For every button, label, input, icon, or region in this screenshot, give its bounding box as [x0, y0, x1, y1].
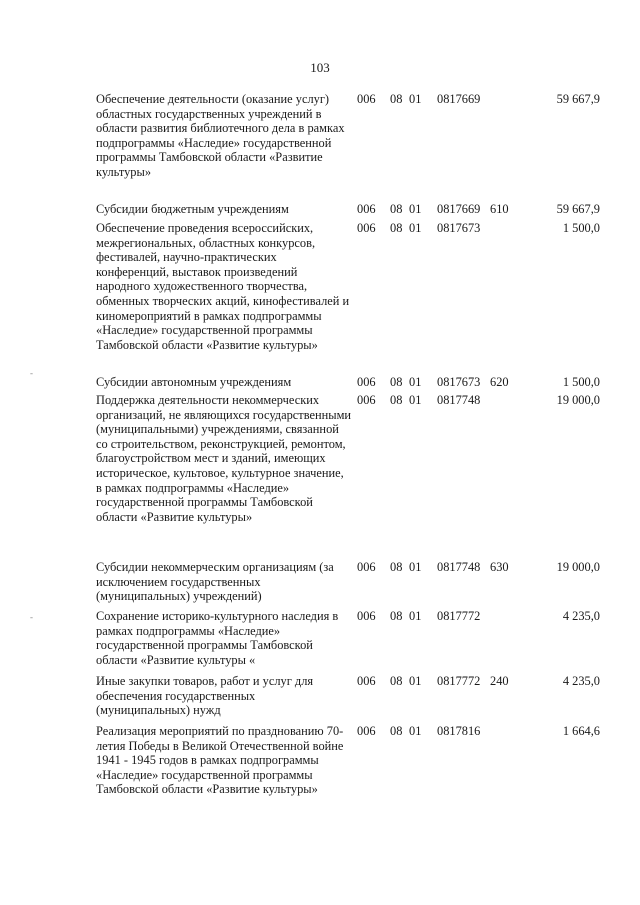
row-name: Реализация мероприятий по празднованию 70-летия Победы в Великой Отечественной войне 1941 - 1945 годов в рамках подпрограммы «Наследие» государственной программы Тамбовской области «Развитие культуры»	[96, 724, 344, 797]
row-pr: 01	[409, 221, 422, 235]
table-row	[0, 560, 640, 609]
row-name: Обеспечение проведения всероссийских, межрегиональных, областных конкурсов, фестивалей, научно-практических конференций, выставок произведений народного художественного творчества, обменных творческих акций, кинофестивалей и киномероприятий в рамках подпрограммы «Наследие» государственной программы Тамбовской области «Развитие культуры»	[96, 221, 350, 352]
table-row	[0, 92, 640, 202]
row-sum: 19 000,0	[556, 393, 600, 407]
row-rz: 08	[390, 202, 403, 216]
row-vr: 630	[490, 560, 509, 574]
row-rz: 08	[390, 221, 403, 235]
table-row	[0, 724, 640, 824]
table-row	[0, 375, 640, 393]
row-csr: 0817673	[437, 375, 481, 389]
row-sum: 4 235,0	[562, 674, 600, 688]
row-ved: 006	[357, 609, 376, 623]
row-csr: 0817772	[437, 674, 481, 688]
row-pr: 01	[409, 609, 422, 623]
row-pr: 01	[409, 92, 422, 106]
row-ved: 006	[357, 724, 376, 738]
row-sum: 1 500,0	[562, 375, 600, 389]
table-row	[0, 393, 640, 560]
row-ved: 006	[357, 375, 376, 389]
row-name: Иные закупки товаров, работ и услуг для обеспечения государственных (муниципальных) нужд	[96, 674, 314, 718]
row-vr: 620	[490, 375, 509, 389]
row-pr: 01	[409, 674, 422, 688]
row-pr: 01	[409, 560, 422, 574]
row-csr: 0817772	[437, 609, 481, 623]
table-row	[0, 202, 640, 221]
row-name: Сохранение историко-культурного наследия в рамках подпрограммы «Наследие» государственной программы Тамбовской области «Развитие культуры «	[96, 609, 339, 667]
row-pr: 01	[409, 393, 422, 407]
row-name: Субсидии автономным учреждениям	[96, 375, 292, 389]
row-csr: 0817669	[437, 202, 481, 216]
row-ved: 006	[357, 674, 376, 688]
row-ved: 006	[357, 393, 376, 407]
margin-dot: -	[30, 368, 33, 378]
row-sum: 1 500,0	[562, 221, 600, 235]
margin-dot: -	[30, 612, 33, 622]
row-pr: 01	[409, 202, 422, 216]
row-csr: 0817673	[437, 221, 481, 235]
row-sum: 59 667,9	[556, 202, 600, 216]
budget-table	[0, 92, 640, 824]
row-csr: 0817669	[437, 92, 481, 106]
row-rz: 08	[390, 609, 403, 623]
row-sum: 19 000,0	[556, 560, 600, 574]
row-csr: 0817748	[437, 560, 481, 574]
row-sum: 4 235,0	[562, 609, 600, 623]
row-pr: 01	[409, 375, 422, 389]
row-rz: 08	[390, 674, 403, 688]
row-rz: 08	[390, 375, 403, 389]
row-pr: 01	[409, 724, 422, 738]
row-sum: 59 667,9	[556, 92, 600, 106]
row-rz: 08	[390, 724, 403, 738]
table-row	[0, 609, 640, 674]
row-rz: 08	[390, 393, 403, 407]
row-name: Субсидии бюджетным учреждениям	[96, 202, 289, 216]
row-sum: 1 664,6	[562, 724, 600, 738]
row-vr: 240	[490, 674, 509, 688]
row-vr: 610	[490, 202, 509, 216]
row-name: Обеспечение деятельности (оказание услуг) областных государственных учреждений в области развития библиотечного дела в рамках подпрограммы «Наследие» государственной программы Тамбовской области «Развитие культуры»	[96, 92, 345, 179]
row-rz: 08	[390, 560, 403, 574]
page-number: 103	[310, 60, 330, 75]
row-rz: 08	[390, 92, 403, 106]
row-ved: 006	[357, 560, 376, 574]
table-row	[0, 674, 640, 724]
row-csr: 0817748	[437, 393, 481, 407]
row-name: Поддержка деятельности некоммерческих организаций, не являющихся государственными (муниципальными) учреждениями, связанной со строительством, реконструкцией, ремонтом, благоустройством мест и зданий, имеющих историческое, культовое, культурное значение, в рамках подпрограммы «Наследие» государственной программы Тамбовской области «Развитие культуры»	[96, 393, 352, 524]
row-csr: 0817816	[437, 724, 481, 738]
row-ved: 006	[357, 221, 376, 235]
row-name: Субсидии некоммерческим организациям (за исключением государственных (муниципальных) учреждений)	[96, 560, 334, 604]
row-ved: 006	[357, 92, 376, 106]
row-ved: 006	[357, 202, 376, 216]
table-row	[0, 221, 640, 375]
